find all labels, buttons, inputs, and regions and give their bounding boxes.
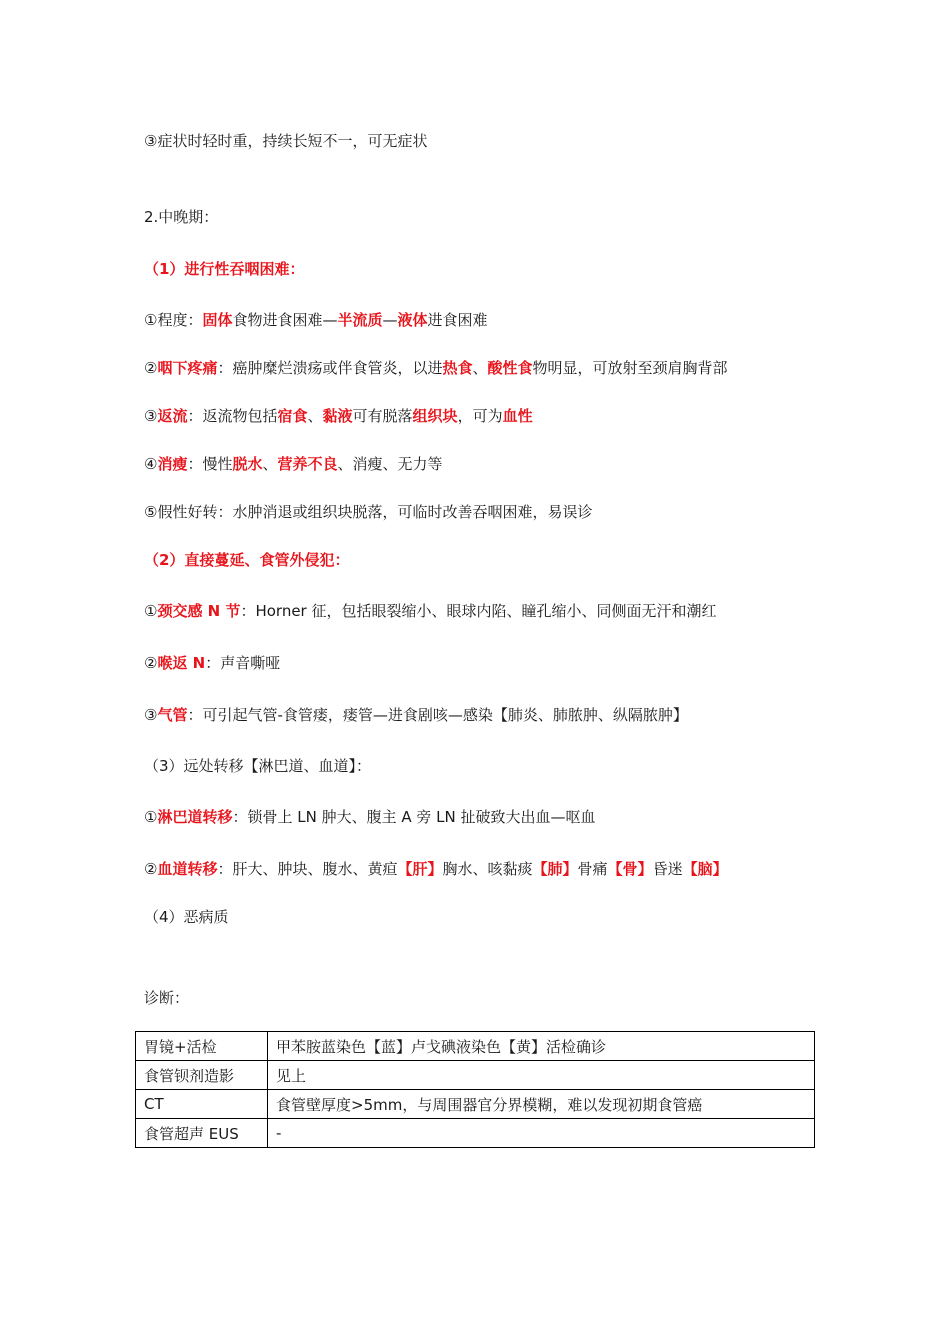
text-segment: 、 xyxy=(472,359,488,377)
text-segment: 2.中晚期： xyxy=(144,208,219,226)
diagnosis-table xyxy=(135,1031,815,1148)
text-segment: ② xyxy=(144,359,158,377)
text-segment: ② xyxy=(144,860,158,878)
text-segment: 进食困难 xyxy=(427,311,488,329)
text-segment: 诊断： xyxy=(144,989,190,1007)
text-segment: ：可引起气管-食管瘘，瘘管—进食剧咳—感染【肺炎、肺脓肿、纵隔脓肿】 xyxy=(187,706,688,724)
highlight-text: 酸性食 xyxy=(487,359,533,377)
table-cell-description: 见上 xyxy=(268,1061,815,1090)
highlight-text: 血道转移 xyxy=(157,860,218,878)
text-segment: ：癌肿糜烂溃疡或伴食管炎，以进 xyxy=(217,359,443,377)
highlight-text: 咽下疼痛 xyxy=(157,359,218,377)
subsection-heading xyxy=(144,550,349,570)
highlight-text: 喉返 N xyxy=(157,654,206,672)
text-segment: ① xyxy=(144,602,158,620)
highlight-text: 【肝】 xyxy=(397,860,443,878)
text-segment: ③ xyxy=(144,706,158,724)
text-segment: ，可为 xyxy=(457,407,503,425)
highlight-text: 脱水 xyxy=(232,455,263,473)
section-heading xyxy=(144,207,218,227)
highlight-text: 宿食 xyxy=(277,407,308,425)
text-segment: ② xyxy=(144,654,158,672)
table-row xyxy=(136,1061,815,1090)
text-line xyxy=(144,705,688,725)
highlight-text: （1）进行性吞咽困难： xyxy=(144,260,305,278)
text-line xyxy=(144,859,728,879)
table-cell-description: 食管壁厚度>5mm，与周围器官分界模糊，难以发现初期食管癌 xyxy=(268,1090,815,1119)
text-segment: ① xyxy=(144,808,158,826)
table-cell-description: - xyxy=(268,1119,815,1148)
subsection-heading xyxy=(144,907,229,927)
highlight-text: 颈交感 N 节 xyxy=(157,602,241,620)
text-segment: ③症状时轻时重，持续长短不一，可无症状 xyxy=(144,132,428,150)
highlight-text: 返流 xyxy=(157,407,188,425)
highlight-text: 半流质 xyxy=(337,311,383,329)
table-cell-method: 胃镜+活检 xyxy=(136,1032,268,1061)
text-segment: 、 xyxy=(307,407,323,425)
text-segment: 物明显，可放射至颈肩胸背部 xyxy=(532,359,728,377)
text-segment: 昏迷 xyxy=(652,860,683,878)
text-segment: 食物进食困难— xyxy=(232,311,338,329)
highlight-text: 组织块 xyxy=(412,407,458,425)
text-segment: ：锁骨上 LN 肿大、腹主 A 旁 LN 扯破致大出血—呕血 xyxy=(232,808,596,826)
text-line xyxy=(144,807,596,827)
text-segment: ：返流物包括 xyxy=(187,407,278,425)
text-segment: ①程度： xyxy=(144,311,203,329)
text-segment: ：Horner 征，包括眼裂缩小、眼球内陷、瞳孔缩小、同侧面无汗和潮红 xyxy=(240,602,717,620)
highlight-text: 血性 xyxy=(502,407,533,425)
text-line xyxy=(144,358,728,378)
text-line xyxy=(144,406,533,426)
highlight-text: 液体 xyxy=(397,311,428,329)
highlight-text: 固体 xyxy=(202,311,233,329)
table-row xyxy=(136,1032,815,1061)
table-cell-method: CT xyxy=(136,1090,268,1119)
text-segment: ：肝大、肿块、腹水、黄疸 xyxy=(217,860,398,878)
table-row xyxy=(136,1090,815,1119)
text-segment: 、 xyxy=(262,455,278,473)
subsection-heading xyxy=(144,756,371,776)
text-segment: ③ xyxy=(144,407,158,425)
text-line xyxy=(144,502,592,522)
text-segment: 、消瘦、无力等 xyxy=(337,455,443,473)
text-line xyxy=(144,131,427,151)
highlight-text: 热食 xyxy=(442,359,473,377)
text-segment: （4）恶病质 xyxy=(144,908,229,926)
section-heading xyxy=(144,988,189,1008)
text-segment: 骨痛 xyxy=(577,860,608,878)
table-row xyxy=(136,1119,815,1148)
highlight-text: 黏液 xyxy=(322,407,353,425)
text-line xyxy=(144,601,717,621)
highlight-text: 【脑】 xyxy=(682,860,728,878)
text-segment: 胸水、咳黏痰 xyxy=(442,860,533,878)
highlight-text: 营养不良 xyxy=(277,455,338,473)
text-line xyxy=(144,454,443,474)
table-cell-method: 食管钡剂造影 xyxy=(136,1061,268,1090)
text-line xyxy=(144,310,488,330)
text-segment: ⑤假性好转：水肿消退或组织块脱落，可临时改善吞咽困难，易误诊 xyxy=(144,503,593,521)
highlight-text: （2）直接蔓延、食管外侵犯： xyxy=(144,551,350,569)
text-line xyxy=(144,653,280,673)
table-cell-description: 甲苯胺蓝染色【蓝】卢戈碘液染色【黄】活检确诊 xyxy=(268,1032,815,1061)
highlight-text: 消瘦 xyxy=(157,455,188,473)
text-segment: （3）远处转移【淋巴道、血道】： xyxy=(144,757,372,775)
subsection-heading xyxy=(144,259,304,279)
highlight-text: 气管 xyxy=(157,706,188,724)
text-segment: — xyxy=(382,311,398,329)
highlight-text: 【骨】 xyxy=(607,860,653,878)
text-segment: ：慢性 xyxy=(187,455,233,473)
table-cell-method: 食管超声 EUS xyxy=(136,1119,268,1148)
text-segment: ：声音嘶哑 xyxy=(205,654,281,672)
text-segment: 可有脱落 xyxy=(352,407,413,425)
highlight-text: 【肺】 xyxy=(532,860,578,878)
highlight-text: 淋巴道转移 xyxy=(157,808,233,826)
text-segment: ④ xyxy=(144,455,158,473)
